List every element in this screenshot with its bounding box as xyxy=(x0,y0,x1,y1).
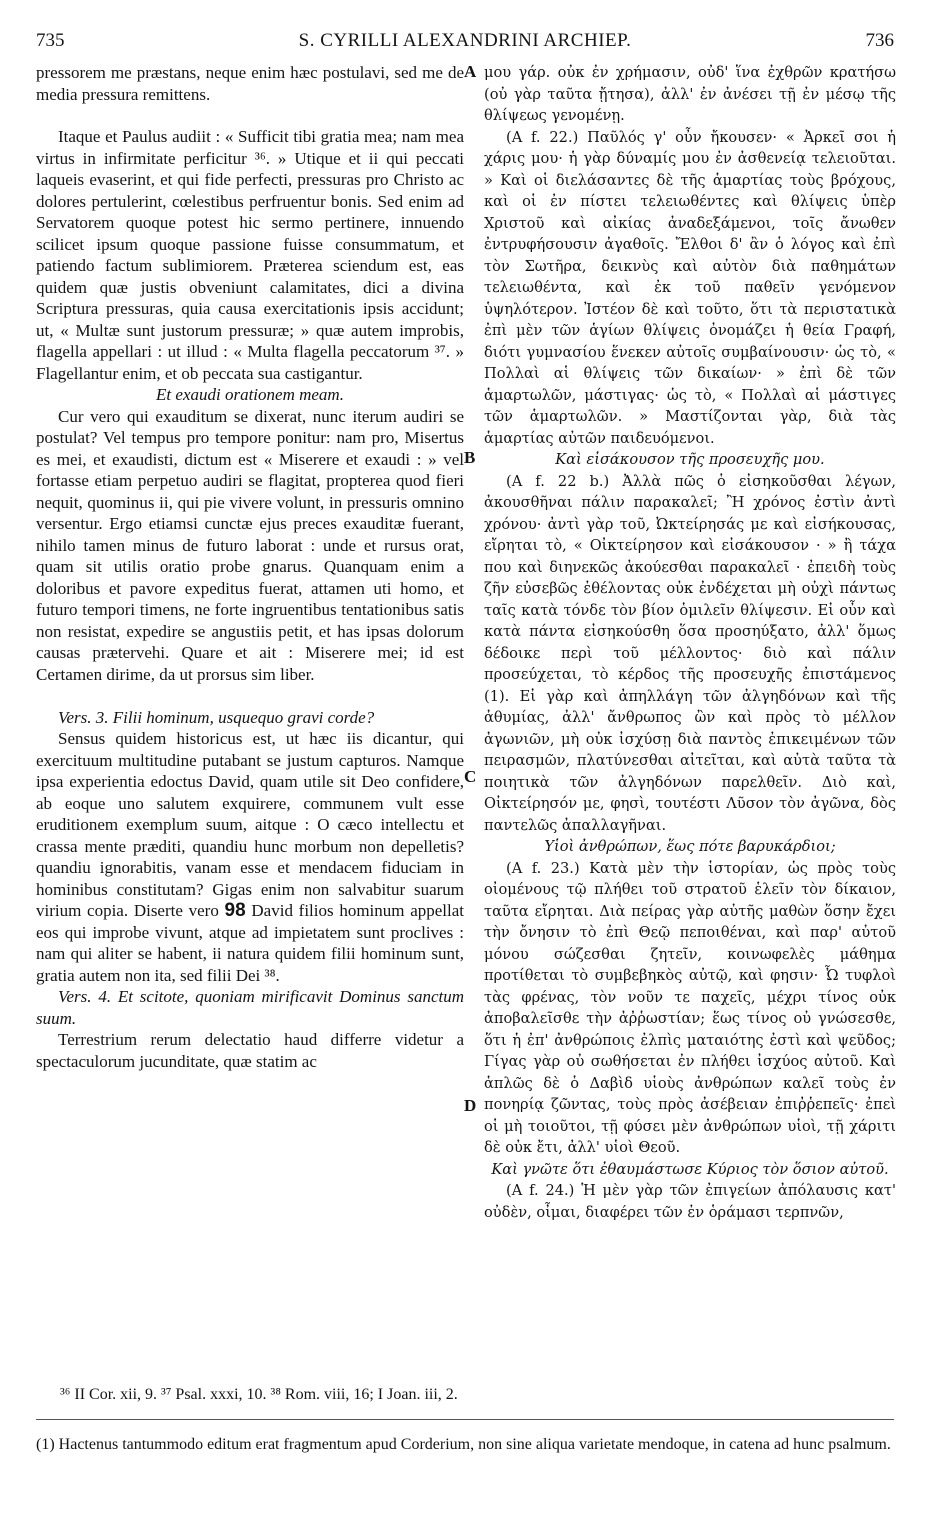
latin-paragraph-text: Sensus quidem historicus est, ut hæc iis dicantur, qui exercituum multitudine putabant se justum capturos. Namque ipsa experientia edoctus David, quam utile sit Deo confidere, ab eoque uno salutem exquirere, communem vult esse eruditionem exemplum suum, aitque : O cæco intellectu et crassa mente præditi, quandiu hunc morbum non depelletis? quandiu ignorabitis, vanam esse et mendacem fiduciam in hominibus constitutam? Gigas enim non salvabitur suarum virium copia. Diserte vero xyxy=(36,729,464,920)
page-number-left: 735 xyxy=(36,30,65,51)
latin-paragraph: Itaque et Paulus audiit : « Sufficit tibi gratia mea; nam mea virtus in infirmitate perficitur ³⁶. » Utique et ii qui peccati laqueis evaserint, et qui fide perfecti, pressuras pro Christo ac dolores pertulerint, cœlestibus perfruentur bonis. Sed enim ad Servatorem quoque potest hic sermo pertinere, innuendo scilicet ipsum quoque passione fuisse consummatum, et patiendo factum sublimiorem. Præterea sciendum est, eas quidem quæ justis obveniunt calamitates, dici a divina Scriptura pressuras, quia causa exercitationis ipsis accidunt; ut, « Multæ sunt justorum pressuræ; » quæ autem improbis, flagella appellari : ut illud : « Multa flagella peccatorum ³⁷. » Flagellantur enim, et ob peccata sua castigantur. xyxy=(36,127,464,383)
latin-paragraph: Terrestrium rerum delectatio haud differre videtur a spectaculorum jucunditate, quæ statim ac xyxy=(36,1030,464,1071)
greek-section-heading: Καὶ εἰσάκουσον τῆς προσευχῆς μου. xyxy=(555,451,825,468)
margin-marker-d: D xyxy=(464,1096,477,1115)
greek-section-heading: Υἱοὶ ἀνθρώπων, ἕως πότε βαρυκάρδιοι; xyxy=(544,838,836,855)
latin-column xyxy=(36,62,464,1072)
latin-paragraph xyxy=(36,728,464,986)
running-header xyxy=(36,30,894,56)
margin-marker-c: C xyxy=(464,767,477,786)
latin-paragraph: pressorem me præstans, neque enim hæc postulavi, sed me de media pressura remittens. xyxy=(36,63,464,104)
footnote-references: ³⁶ II Cor. xii, 9. ³⁷ Psal. xxxi, 10. ³⁸ Rom. viii, 16; I Joan. iii, 2. xyxy=(60,1386,458,1403)
latin-section-heading: Et exaudi orationem meam. xyxy=(156,385,344,404)
greek-paragraph: (A f. 22.) Παῦλός γ' οὖν ἤκουσεν· « Ἀρκεῖ σοι ἡ χάρις μου· ἡ γὰρ δύναμίς μου ἐν ἀσθενείᾳ τελειοῦται. » Καὶ οἱ διελάσαντες δὲ τῆς ἁμαρτίας τοὺς βρόχους, καὶ οἱ ἐν πίστει τελειωθέντες καὶ θλίψεις ὑπὲρ Χριστοῦ καὶ αἰκίας ἀναδεξάμενοι, τοῖς ἄνωθεν ἐντρυφήσουσιν ἀγαθοῖς. Ἔλθοι δ' ἂν ὁ λόγος καὶ ἐπὶ τὸν Σωτῆρα, δεικνὺς καὶ αὐτὸν διὰ παθημάτων τελειωθέντα, καὶ ἐκ τοῦ παθεῖν γενόμενον ὑψηλότερον. Ἰστέον δὲ καὶ τοῦτο, ὅτι τὰ περιστατικὰ ἐπὶ μὲν τῶν ἁγίων θλίψεις ὀνομάζει ἡ θεία Γραφή, διότι γυμνασίου ἕνεκεν αὐτοῖς συμβαίνουσιν· ὡς τὸ, « Πολλαὶ αἱ θλίψεις τῶν δικαίων· » ἐπὶ δὲ τῶν ἁμαρτωλῶν, μάστιγας· ὡς τὸ, « Πολλαὶ αἱ μάστιγες τῶν ἁμαρτωλῶν. » Μαστίζονται γὰρ, διὰ τὰς ἁμαρτίας αὐτῶν παιδευόμενοι. xyxy=(484,128,896,447)
margin-marker-a: A xyxy=(464,62,477,81)
latin-paragraph: Cur vero qui exauditum se dixerat, nunc iterum audiri se postulat? Vel tempus pro tempore ponitur: nam pro, Misertus es mei, et exaudisti, dictum est « Miserere et exaudi : » vel fortasse etiam perpetuo audiri se flagitat, propterea quod fieri nequit, quominus ii, qui pie vivere volunt, in pressuris omnino versentur. Ergo etiamsi cunctæ ejus preces exauditæ fuerant, nihilo tamen minus de futuro laborat : unde et rursus orat, quam sit utilis oratio probe gnarus. Quanquam enim a doloribus et pavore expeditus fuerat, attamen uti homo, et futuro tempori timens, ne forte ingruentibus tentationibus satis non resistat, expedire se angustiis petit, et has ipsas dolorum causas prætervehi. Quare et ait : Miserere mei; id est Certamen dirime, da ut prorsus sim liber. xyxy=(36,406,464,684)
footnote-divider xyxy=(36,1419,894,1420)
page-number-right: 736 xyxy=(865,30,894,51)
editorial-note: (1) Hactenus tantummodo editum erat fragmentum apud Corderium, non sine aliqua varietate mendoque, in catena ad hunc psalmum. xyxy=(36,1436,891,1453)
latin-verse-heading: Vers. 3. Filii hominum, usquequo gravi corde? xyxy=(58,707,375,727)
running-title: S. CYRILLI ALEXANDRINI ARCHIEP. xyxy=(298,30,632,51)
greek-paragraph: (A f. 24.) Ἡ μὲν γὰρ τῶν ἐπιγείων ἀπόλαυσις κατ' οὐδὲν, οἶμαι, διαφέρει τῶν ἐν ὁράμασι τερπνῶν, xyxy=(484,1182,896,1221)
original-page-number: 98 xyxy=(224,900,246,921)
latin-paragraph-text: David filios hominum appellat eos qui improbe vivunt, atque ad impietatem sunt proclives : nam qui aliter se habent, ii natura quidem filii hominum sunt, gratia autem non ita, sed filii Dei ³⁸. xyxy=(36,901,464,985)
greek-column xyxy=(484,62,896,1223)
greek-paragraph: (A f. 22 b.) Ἀλλὰ πῶς ὁ εἰσηκοῦσθαι λέγων, ἀκουσθῆναι πάλιν παρακαλεῖ; Ἢ χρόνος ἐστὶν ἀντὶ χρόνου· ἀντὶ γὰρ τοῦ, Ὠκτείρησάς με καὶ εἰσήκουσας, εἴρηται τὸ, « Οἰκτείρησον καὶ εἰσάκουσον · » ἢ τάχα που καὶ διηνεκῶς ἀκούεσθαι παρακαλεῖ · ἐπειδὴ τοὺς ζῆν εὐσεβῶς ἐθέλοντας οὐκ ἐνδέχεται μὴ οὐχὶ πάντως ταῖς κατὰ τόνδε τὸν βίον ὁμιλεῖν θλίψεσιν. Εἰ οὖν καὶ κατὰ πάντα εἰσηκούσθη ὅσα προσηύξατο, ἀλλ' ὅμως δέδοικε περὶ τοῦ μέλλοντος· διὸ καὶ πάλιν προσεύχεται, τὸ κέρδος τῆς προσευχῆς ἐπιστάμενος (1). Εἰ γὰρ καὶ ἀπηλλάγη τῶν ἀλγηδόνων καὶ τῆς ἀθυμίας, ἀλλ' ἄνθρωπος ὢν καὶ πρὸς τὸ μέλλον ἀγωνιῶν, μὴ οὐκ ἰσχύσῃ διὰ παντὸς ἐπικειμένων τῶν πειρασμῶν, πλατύνεσθαι αἰτεῖται, καὶ αὐτὰ ταῦτα τὰ ποιητικὰ τῶν ἀλγηδόνων παρελθεῖν. Διὸ καὶ, Οἰκτείρησόν με, φησὶ, τουτέστι Λῦσον τὸν ἀγῶνα, δὸς παντελῶς ἀπαλλαγῆναι. xyxy=(484,472,896,834)
margin-marker-b: B xyxy=(464,448,476,467)
greek-paragraph: μου γάρ. οὐκ ἐν χρήμασιν, οὐδ' ἵνα ἐχθρῶν κρατήσω (οὐ γὰρ ταῦτα ᾔτησα), ἀλλ' ἐν ἀνέσει τῇ ἐν μέσῳ τῆς θλίψεως γενομένῃ. xyxy=(484,64,896,124)
latin-verse-heading: Vers. 4. Et scitote, quoniam mirificavit Dominus sanctum suum. xyxy=(36,987,464,1028)
greek-section-heading: Καὶ γνῶτε ὅτι ἐθαυμάστωσε Κύριος τὸν ὅσιον αὐτοῦ. xyxy=(491,1160,889,1178)
greek-paragraph: (A f. 23.) Κατὰ μὲν τὴν ἱστορίαν, ὡς πρὸς τοὺς οἰομένους τῷ πλήθει τοῦ στρατοῦ ἑλεῖν τὸν δίκαιον, ταῦτα εἴρηται. Διὰ πείρας γὰρ αὐτῆς μαθὼν ὅσην ἔχει τὴν ὄνησιν τὸ ἐπὶ Θεῷ πεποιθέναι, καὶ παρ' αὐτοῦ μόνου σώζεσθαι ζητεῖν, κοινωφελὲς μάθημα προτίθεται τὸ συμβεβηκὸς αὐτῷ, καὶ φησιν· Ὦ τυφλοὶ τὰς φρένας, τὸν νοῦν τε παχεῖς, μέχρι τίνος οὐκ ἀποβαλεῖσθε τὴν ἀῤῥωστίαν; ἕως τίνος οὐ γνώσεσθε, ὅτι ἡ ἐπ' ἀνθρώποις ἐλπὶς ματαιότης ἐστὶ καὶ ψεῦδος; Γίγας γὰρ οὐ σωθήσεται ἐν πλήθει ἰσχύος αὐτοῦ. Καὶ ἁπλῶς δὲ ὁ Δαβὶδ υἱοὺς ἀνθρώπων καλεῖ τοὺς ἐν πονηρίᾳ ζῶντας, τοὺς πρὸς ἀσέβειαν ἐπιῤῥεπεῖς· ἐπεὶ οἱ μὴ τοιοῦτοι, τῇ φύσει μὲν ἀνθρώπων υἱοὶ, τῇ χάριτι δὲ οὐκ ἔτι, ἀλλ' υἱοὶ Θεοῦ. xyxy=(484,859,896,1156)
